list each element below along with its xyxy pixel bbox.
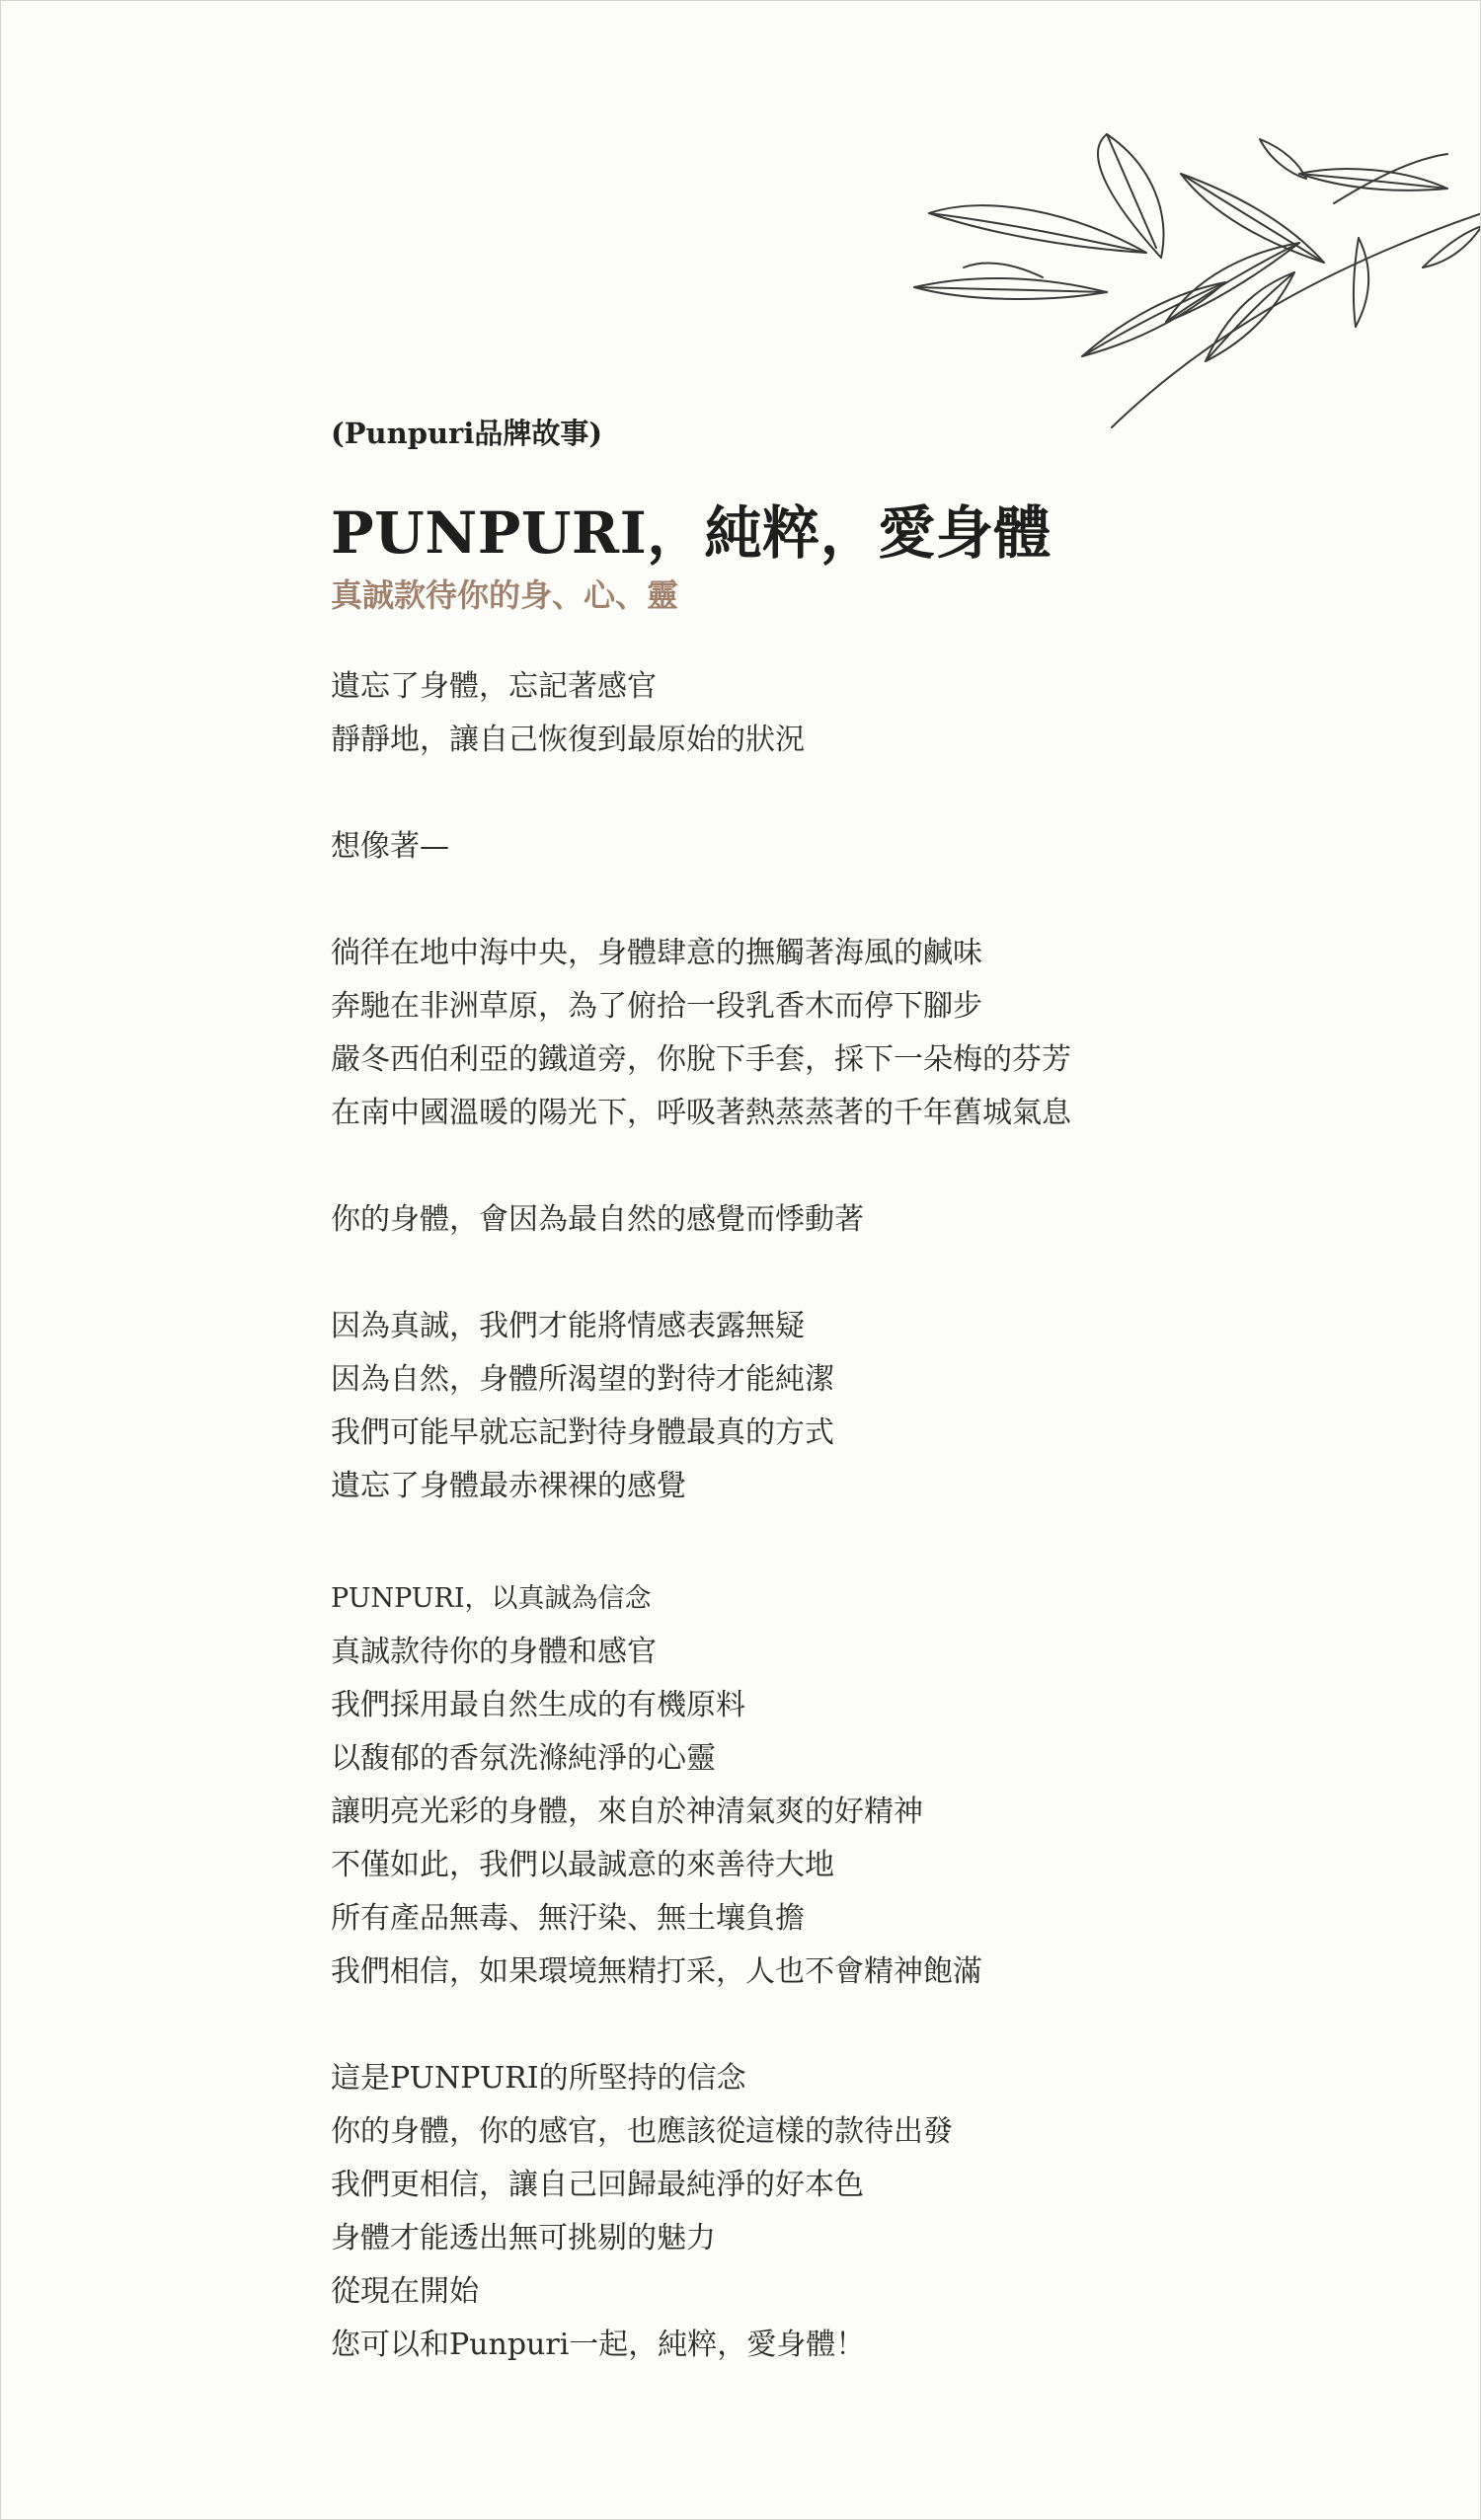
story-line: 徜徉在地中海中央，身體肆意的撫觸著海風的鹹味 bbox=[331, 936, 982, 970]
story-line: 遺忘了身體最赤裸裸的感覺 bbox=[331, 1469, 686, 1503]
leaf-branch-icon bbox=[909, 119, 1481, 445]
story-line: 我們相信，如果環境無精打采，人也不會精神飽滿 bbox=[331, 1954, 982, 1989]
story-line-heading: PUNPURI，以真誠為信念 bbox=[331, 1583, 652, 1614]
story-line: 我們可能早就忘記對待身體最真的方式 bbox=[331, 1415, 834, 1450]
page-subtitle: 真誠款待你的身、心、靈 bbox=[331, 576, 679, 614]
story-line: 身體才能透出無可挑剔的魅力 bbox=[331, 2221, 716, 2255]
paragraph-3 bbox=[331, 927, 1318, 1140]
paragraph-6 bbox=[331, 1572, 1318, 1999]
story-line: 因為自然，身體所渴望的對待才能純潔 bbox=[331, 1362, 834, 1397]
story-line: 不僅如此，我們以最誠意的來善待大地 bbox=[331, 1848, 834, 1882]
brand-story-tag: (Punpuri品牌故事) bbox=[331, 417, 603, 450]
story-line: 遺忘了身體，忘記著感官 bbox=[331, 669, 657, 704]
story-line: 因為真誠，我們才能將情感表露無疑 bbox=[331, 1309, 805, 1343]
paragraph-2 bbox=[331, 820, 1318, 874]
story-line: 讓明亮光彩的身體，來自於神清氣爽的好精神 bbox=[331, 1795, 923, 1829]
story-line: 我們更相信，讓自己回歸最純淨的好本色 bbox=[331, 2168, 864, 2202]
story-line: 奔馳在非洲草原，為了俯拾一段乳香木而停下腳步 bbox=[331, 989, 982, 1024]
story-line: 您可以和Punpuri一起，純粹，愛身體！ bbox=[331, 2328, 866, 2362]
story-line: 嚴冬西伯利亞的鐵道旁，你脫下手套，採下一朵梅的芬芳 bbox=[331, 1042, 1071, 1077]
paragraph-7 bbox=[331, 2052, 1318, 2372]
story-line: 所有產品無毒、無汙染、無土壤負擔 bbox=[331, 1901, 805, 1936]
page-title: PUNPURI，純粹，愛身體 bbox=[331, 499, 1052, 567]
story-line: 靜靜地，讓自己恢復到最原始的狀況 bbox=[331, 723, 805, 757]
story-content bbox=[331, 414, 1318, 2372]
paragraph-5 bbox=[331, 1300, 1318, 1513]
story-line: 在南中國溫暖的陽光下，呼吸著熱蒸蒸著的千年舊城氣息 bbox=[331, 1096, 1071, 1130]
story-line: 從現在開始 bbox=[331, 2274, 479, 2309]
story-line: 想像著— bbox=[331, 829, 449, 864]
story-line: 真誠款待你的身體和感官 bbox=[331, 1635, 657, 1669]
paragraph-4 bbox=[331, 1193, 1318, 1247]
paragraph-1 bbox=[331, 660, 1318, 767]
story-line: 這是PUNPURI的所堅持的信念 bbox=[331, 2061, 746, 2096]
story-line: 以馥郁的香氛洗滌純淨的心靈 bbox=[331, 1741, 716, 1776]
story-line: 我們採用最自然生成的有機原料 bbox=[331, 1688, 745, 1722]
story-line: 你的身體，你的感官，也應該從這樣的款待出發 bbox=[331, 2114, 953, 2149]
story-line: 你的身體，會因為最自然的感覺而悸動著 bbox=[331, 1202, 864, 1237]
